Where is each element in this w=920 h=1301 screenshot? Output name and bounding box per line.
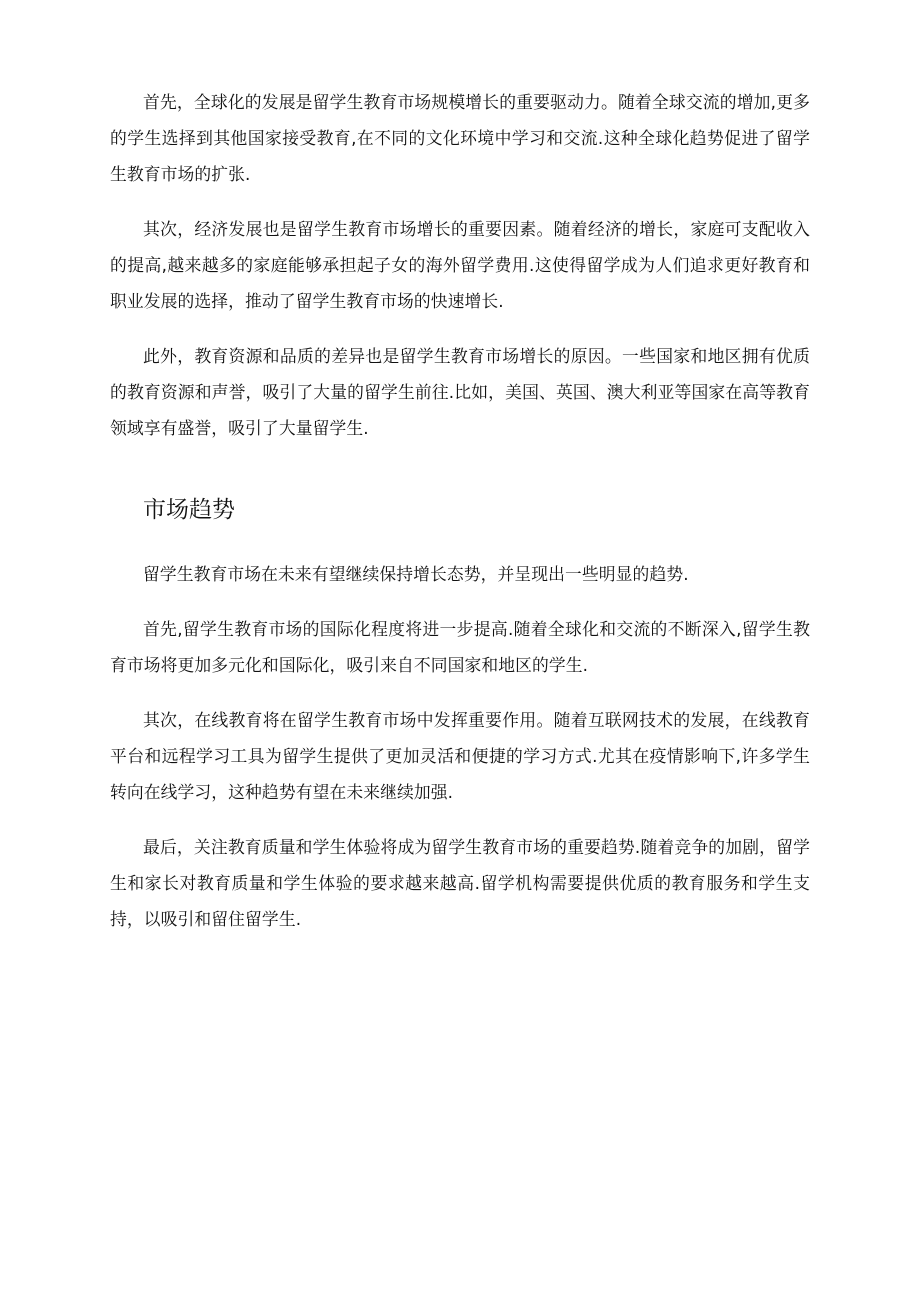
paragraph-trend-outlook: 留学生教育市场在未来有望继续保持增长态势，并呈现出一些明显的趋势.	[143, 564, 689, 584]
paragraph-economy: 其次，经济发展也是留学生教育市场增长的重要因素。随着经济的增长，家庭可支配收入的提高,越来越多的家庭能够承担起子女的海外留学费用.这使得留学成为人们追求更好教育和职业发展的选择，推动了留学生教育市场的快速增长.	[110, 219, 810, 311]
paragraph-trend-online-education: 其次，在线教育将在留学生教育市场中发挥重要作用。随着互联网技术的发展，在线教育平台和远程学习工具为留学生提供了更加灵活和便捷的学习方式.尤其在疫情影响下,许多学生转向在线学习，这种趋势有望在未来继续加强.	[110, 710, 810, 802]
paragraph-resources: 此外，教育资源和品质的差异也是留学生教育市场增长的原因。一些国家和地区拥有优质的教育资源和声誉，吸引了大量的留学生前往.比如，美国、英国、澳大利亚等国家在高等教育领域享有盛誉，吸引了大量留学生.	[110, 346, 810, 438]
paragraph-trend-quality: 最后，关注教育质量和学生体验将成为留学生教育市场的重要趋势.随着竞争的加剧，留学生和家长对教育质量和学生体验的要求越来越高.留学机构需要提供优质的教育服务和学生支持，以吸引和留住留学生.	[110, 837, 810, 929]
paragraph-globalization: 首先，全球化的发展是留学生教育市场规模增长的重要驱动力。随着全球交流的增加,更多的学生选择到其他国家接受教育,在不同的文化环境中学习和交流.这种全球化趋势促进了留学生教育市场的扩张.	[110, 92, 810, 184]
paragraph-trend-internationalization: 首先,留学生教育市场的国际化程度将进一步提高.随着全球化和交流的不断深入,留学生教育市场将更加多元化和国际化，吸引来自不同国家和地区的学生.	[110, 619, 810, 675]
section-heading-market-trends: 市场趋势	[143, 497, 235, 523]
document-page	[110, 84, 810, 937]
